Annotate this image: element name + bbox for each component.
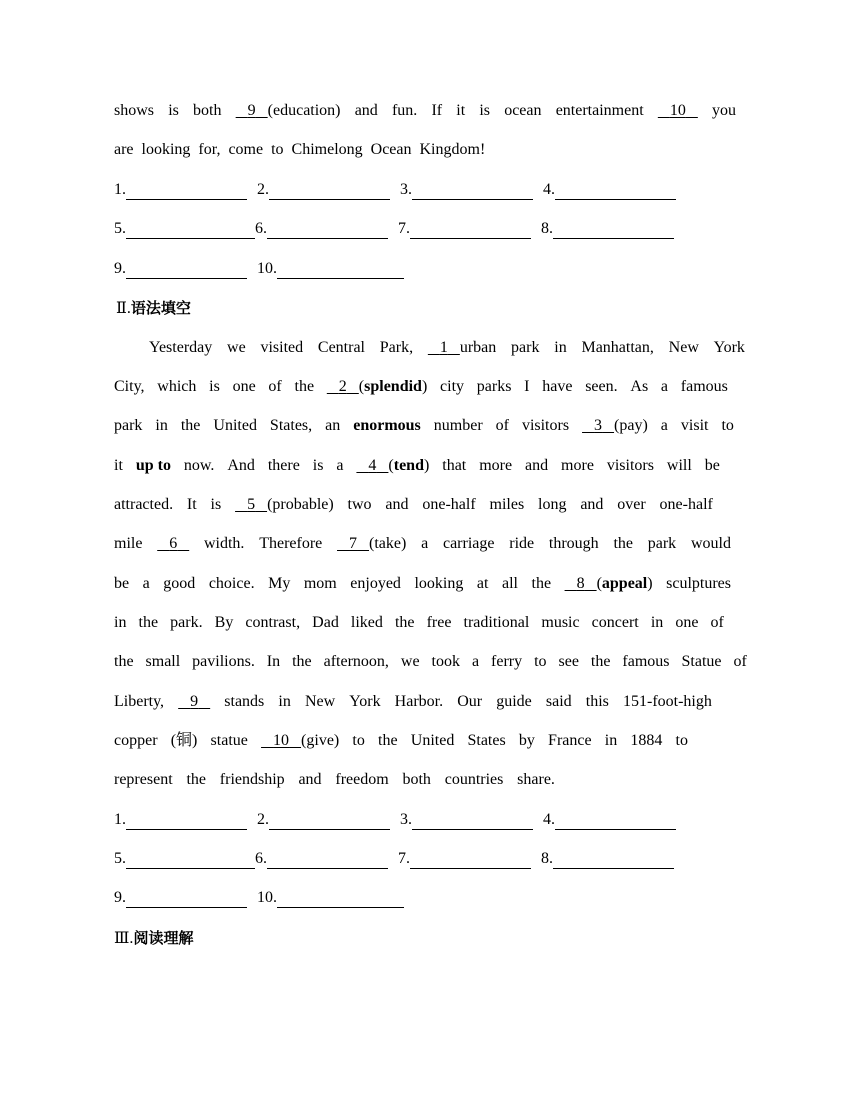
blank-9b-number: 9: [190, 693, 199, 710]
word: you: [712, 102, 736, 119]
answer-slot-6: 6.: [255, 219, 388, 239]
answer-slot-3: 3.: [400, 180, 533, 200]
answer-row-3: [114, 259, 404, 279]
answer-row-1: [114, 180, 676, 200]
answer-blank-2[interactable]: [269, 813, 390, 830]
answer-row-4: [114, 810, 676, 830]
passage2-line-3: park in the United States, an enormous number of visitors 3 (pay) a visit to: [114, 417, 734, 434]
blank-1-number: 1: [439, 339, 448, 356]
answer-blank-10[interactable]: [277, 262, 404, 279]
blank-4-number: 4: [368, 457, 377, 474]
answer-slot-7: 7.: [398, 849, 531, 869]
answer-blank-4[interactable]: [555, 813, 676, 830]
answer-slot-4: 4.: [543, 180, 676, 200]
answer-slot-9: 9.: [114, 259, 247, 279]
answer-blank-9[interactable]: [126, 262, 247, 279]
word: and: [354, 102, 378, 119]
blank-5-number: 5: [247, 496, 256, 513]
word: fun.: [391, 102, 418, 119]
answer-blank-8[interactable]: [553, 852, 674, 869]
answer-row-6: [114, 888, 404, 908]
answer-row-2: [114, 219, 674, 239]
passage2-line-2: City, which is one of the 2 (splendid) city parks I have seen. As a famous: [114, 378, 728, 395]
answer-blank-9[interactable]: [126, 891, 247, 908]
answer-blank-3[interactable]: [412, 813, 533, 830]
blank-10-number: 10: [669, 102, 686, 119]
blank-10b-number: 10: [273, 732, 290, 749]
answer-slot-7: 7.: [398, 219, 531, 239]
answer-blank-7[interactable]: [410, 852, 531, 869]
answer-slot-10: 10.: [257, 259, 404, 279]
passage2-line-6: mile 6 width. Therefore 7 (take) a carriage ride through the park would: [114, 535, 731, 552]
passage2-line-10: Liberty, 9 stands in New York Harbor. Our guide said this 151-foot-high: [114, 693, 712, 710]
word: If: [431, 102, 443, 119]
answer-slot-2: 2.: [257, 180, 390, 200]
answer-slot-5: 5.: [114, 849, 255, 869]
answer-blank-2[interactable]: [269, 183, 390, 200]
passage2-line-8: in the park. By contrast, Dad liked the free traditional music concert in one of: [114, 614, 724, 631]
answer-blank-3[interactable]: [412, 183, 533, 200]
word-bold: up to: [135, 457, 171, 474]
blank-8-number: 8: [576, 575, 585, 592]
answer-blank-5[interactable]: [126, 222, 255, 239]
answer-slot-3: 3.: [400, 810, 533, 830]
section-2-heading: Ⅱ.语法填空: [116, 299, 191, 317]
passage1-line-2: are looking for, come to Chimelong Ocean Kingdom!: [114, 141, 486, 158]
word: both: [193, 102, 222, 119]
answer-slot-8: 8.: [541, 849, 674, 869]
blank-7-number: 7: [349, 535, 358, 552]
passage2-line-11: copper (铜) statue 10 (give) to the United States by France in 1884 to: [114, 732, 688, 749]
blank-2-number: 2: [338, 378, 347, 395]
answer-slot-8: 8.: [541, 219, 674, 239]
answer-blank-6[interactable]: [267, 852, 388, 869]
word: is: [479, 102, 491, 119]
answer-slot-2: 2.: [257, 810, 390, 830]
word-bold: appeal: [601, 575, 648, 592]
passage1-line-1: [114, 101, 736, 121]
answer-slot-6: 6.: [255, 849, 388, 869]
answer-blank-1[interactable]: [126, 183, 247, 200]
word: it: [456, 102, 466, 119]
blank-6-number: 6: [169, 535, 178, 552]
blank-3-number: 3: [594, 417, 603, 434]
blank-9-number: 9: [247, 102, 256, 119]
word-bold: tend: [393, 457, 424, 474]
answer-blank-5[interactable]: [126, 852, 255, 869]
answer-slot-1: 1.: [114, 180, 247, 200]
passage2-line-5: attracted. It is 5 (probable) two and one-half miles long and over one-half: [114, 496, 713, 513]
passage2-line-4: it up to now. And there is a 4 (tend) that more and more visitors will be: [114, 457, 720, 474]
answer-blank-1[interactable]: [126, 813, 247, 830]
passage2-line-1: Yesterday we visited Central Park, 1 urban park in Manhattan, New York: [149, 339, 745, 356]
word-bold: enormous: [353, 417, 421, 434]
word: ocean: [504, 102, 542, 119]
word: entertainment: [555, 102, 644, 119]
answer-slot-10: 10.: [257, 888, 404, 908]
word: is: [168, 102, 179, 119]
answer-slot-9: 9.: [114, 888, 247, 908]
answer-slot-5: 5.: [114, 219, 255, 239]
answer-blank-4[interactable]: [555, 183, 676, 200]
answer-blank-8[interactable]: [553, 222, 674, 239]
word-bold: splendid: [364, 378, 422, 395]
answer-row-5: [114, 849, 674, 869]
passage2-line-9: the small pavilions. In the afternoon, we took a ferry to see the famous Statue of: [114, 653, 747, 670]
word: (education): [267, 102, 341, 119]
passage2-line-12: represent the friendship and freedom both countries share.: [114, 771, 555, 788]
section-3-heading: Ⅲ.阅读理解: [114, 929, 194, 947]
answer-slot-1: 1.: [114, 810, 247, 830]
answer-blank-7[interactable]: [410, 222, 531, 239]
answer-blank-6[interactable]: [267, 222, 388, 239]
answer-blank-10[interactable]: [277, 891, 404, 908]
answer-slot-4: 4.: [543, 810, 676, 830]
passage2-line-7: be a good choice. My mom enjoyed looking at all the 8 (appeal) sculptures: [114, 575, 731, 592]
word: shows: [114, 102, 155, 119]
